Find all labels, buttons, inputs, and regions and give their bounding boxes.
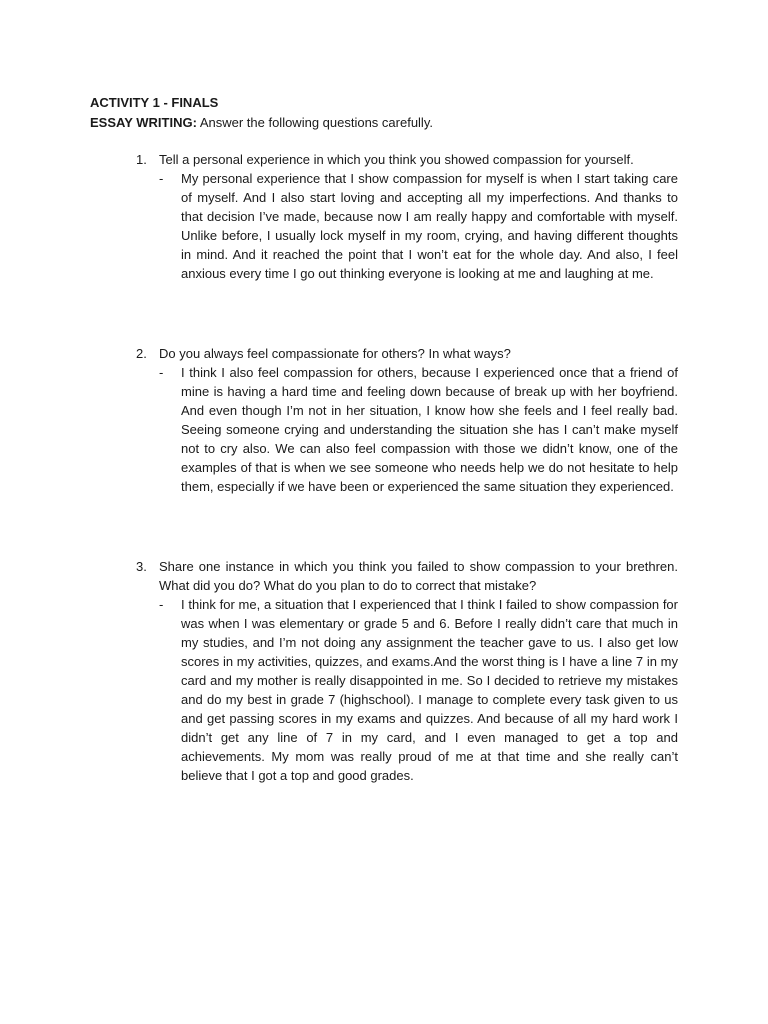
instruction-text: Answer the following questions carefully. — [196, 115, 433, 130]
answer-text: I think for me, a situation that I experienced that I think I failed to show compassion for was when I was elementary or grade 5 and 6. Before I really didn’t care that much in my studies, and I’m not doing any assignment the teacher gave to us. I also get low scores in my activities, quizzes, and exams.And the worst thing is I have a line 7 in my card and my mother is really disappointed in me. So I decided to retrieve my mistakes and do my best in grade 7 (highschool). I manage to complete every task given to us and get passing scores in my exams and quizzes. And because of all my hard work I didn’t get any line of 7 in my card, and I even managed to get a top and achievements. My mom was really proud of me at that time and she really can’t believe that I got a top and good grades. — [181, 597, 678, 783]
activity-title: ACTIVITY 1 - FINALS — [90, 95, 219, 110]
answer-text: I think I also feel compassion for others, because I experienced once that a friend of mine is having a hard time and feeling down because of break up with her boyfriend. And even though I’m not in her situation, I know how she feels and I feel really bad. Seeing someone crying and understanding the situation she has I can’t make myself not to cry also. We can also feel compassion with those we didn’t know, one of the examples of that is when we see someone who needs help we do not hesitate to help them, especially if we have been or experienced the same situation they experienced. — [181, 365, 678, 494]
answer-text: My personal experience that I show compassion for myself is when I start taking care of myself. And I also start loving and accepting all my imperfections. And thanks to that decision I’ve made, because now I am really happy and comfortable with myself. Unlike before, I usually lock myself in my room, crying, and having different thoughts in mind. And it reached the point that I won’t eat for the whole day. And also, I feel anxious every time I go out thinking everyone is looking at me and laughing at me. — [181, 171, 678, 281]
answer-bullet: - — [159, 171, 164, 186]
question-item-2 — [136, 344, 678, 496]
question-text: Tell a personal experience in which you think you showed compassion for yourself. — [159, 152, 634, 167]
document-header — [90, 93, 690, 133]
question-text: Do you always feel compassionate for others? In what ways? — [159, 346, 511, 361]
question-text: Share one instance in which you think you failed to show compassion to your brethren. What did you do? What do you plan to do to correct that mistake? — [159, 559, 678, 593]
answer-bullet: - — [159, 365, 164, 380]
question-number: 2. — [136, 346, 147, 361]
question-item-1 — [136, 150, 678, 283]
answer-bullet: - — [159, 597, 164, 612]
instruction-line — [90, 113, 690, 133]
instruction-label: ESSAY WRITING: — [90, 115, 197, 130]
question-number: 3. — [136, 559, 147, 574]
question-item-3 — [136, 557, 678, 785]
question-number: 1. — [136, 152, 147, 167]
